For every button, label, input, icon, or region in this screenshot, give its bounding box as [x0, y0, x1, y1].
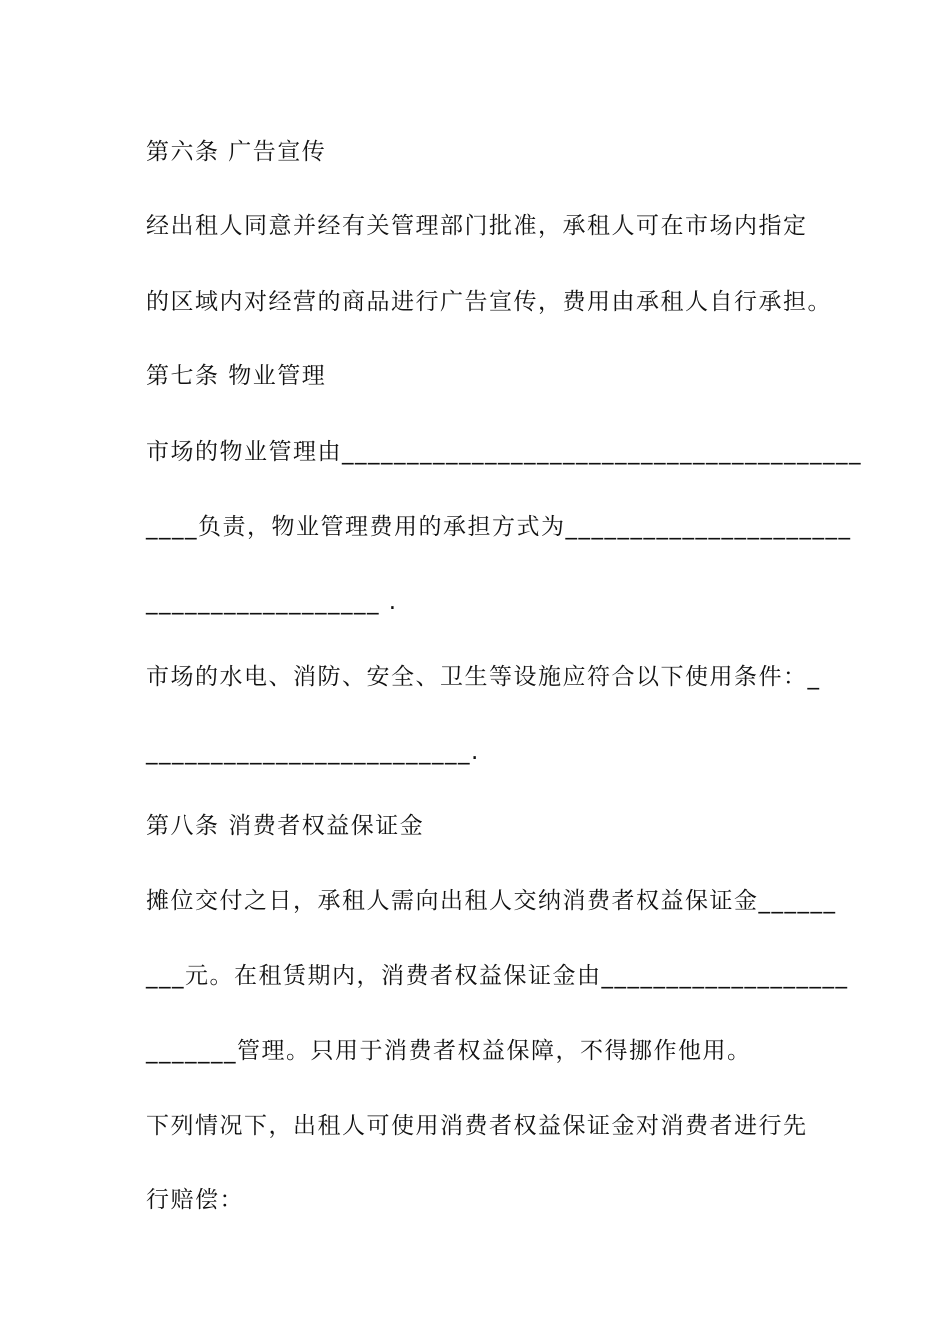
article-6-heading: 第六条 广告宣传 [146, 139, 327, 165]
article-7-text-line-3: __________________ . [146, 589, 398, 615]
article-7-heading: 第七条 物业管理 [146, 363, 327, 389]
article-8-text-line-5: 行赔偿： [146, 1187, 244, 1213]
article-8-text-line-3: _______管理。只用于消费者权益保障，不得挪作他用。 [146, 1038, 752, 1064]
article-6-text-line-1: 经出租人同意并经有关管理部门批准，承租人可在市场内指定 [146, 213, 808, 239]
article-7-text-line-1: 市场的物业管理由________________________________________ [146, 439, 862, 465]
article-8-text-line-2: ___元。在租赁期内，消费者权益保证金由___________________ [146, 963, 849, 989]
article-8-heading: 第八条 消费者权益保证金 [146, 813, 425, 839]
article-6-text-line-2: 的区域内对经营的商品进行广告宣传，费用由承租人自行承担。 [146, 289, 832, 315]
article-8-text-line-4: 下列情况下，出租人可使用消费者权益保证金对消费者进行先 [146, 1113, 808, 1139]
article-7-text-line-2: ____负责，物业管理费用的承担方式为______________________ [146, 514, 852, 540]
article-7-text-line-4: 市场的水电、消防、安全、卫生等设施应符合以下使用条件：_ [146, 664, 821, 690]
article-7-text-line-5: _________________________. [146, 739, 480, 765]
article-8-text-line-1: 摊位交付之日，承租人需向出租人交纳消费者权益保证金______ [146, 888, 837, 914]
